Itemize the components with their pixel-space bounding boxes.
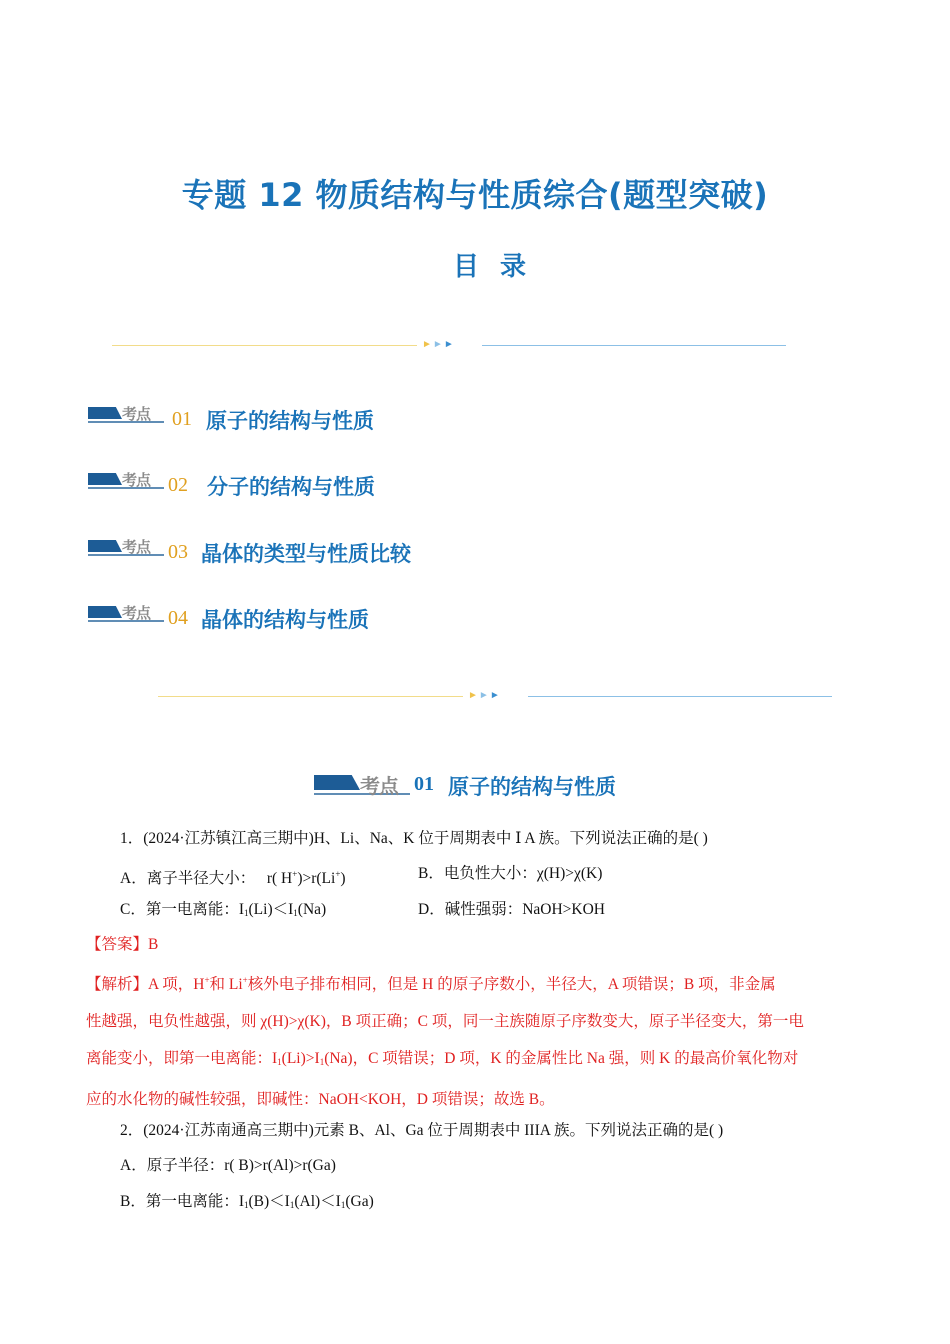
divider-bottom (158, 690, 832, 702)
toc-number: 04 (168, 607, 188, 629)
kaodian-badge-icon: 考点 (88, 537, 164, 561)
q1-answer: 【答案】B (86, 936, 159, 953)
toc-number: 01 (172, 408, 192, 430)
arrows-icon: ►►► (468, 690, 501, 701)
section-heading (314, 768, 714, 802)
q1-analysis: 【解析】A 项，H+和 Li+核外电子排布相同，但是 H 的原子序数小，半径大，A 项错误；B 项，非金属 性越强，电负性越强，则 χ(H)>χ(K)，B 项正确；C 项，同一主族随原子序数变大，原子半径变大，第一电 离能变小，即第一电离能：$I_1(Li)>I_1(Na)$，C 项错误；D 项，K 的金属性比 Na 强，则 K 的最高价氧化物对 应的水化物的碱性较强，即碱性：NaOH<KOH，D 项错误；故选 B。 (86, 975, 804, 1108)
question-2-stem: 2．(2024·江苏南通高三期中)元素 B、Al、Ga 位于周期表中 IIIA 族。下列说法正确的是( ) (120, 1122, 724, 1139)
q1-option-a: A．离子半径大小： r( H+)>r(Li+) (120, 869, 346, 887)
q2-option-b: B．第一电离能：$I_1(B)<I_1(Al)<I_1(Ga)$ (120, 1193, 374, 1210)
kaodian-badge-icon: 考点 (314, 772, 410, 800)
section-number: 01 (414, 773, 434, 795)
q1-option-d: D．碱性强弱：NaOH>KOH (418, 901, 605, 918)
divider-top (112, 339, 786, 351)
toc-item-01[interactable] (88, 404, 428, 434)
toc-number: 02 (168, 474, 188, 496)
q1-option-c: C．第一电离能：$I_1(Li)<I_1(Na)$ (120, 901, 327, 918)
toc-number: 03 (168, 541, 188, 563)
toc-item-03[interactable] (88, 537, 468, 567)
kaodian-badge-icon: 考点 (88, 470, 164, 494)
q1-option-b: B．电负性大小：χ(H)>χ(K) (418, 865, 603, 882)
section-title: 原子的结构与性质 (448, 775, 616, 799)
page-title: 专题 12 物质结构与性质综合(题型突破) (181, 176, 769, 214)
toc-item-02[interactable] (88, 470, 428, 500)
toc-label: 原子的结构与性质 (206, 409, 374, 433)
question-1-stem: 1．(2024·江苏镇江高三期中)H、Li、Na、K 位于周期表中 Ⅰ A 族。下列说法正确的是( ) (120, 830, 708, 847)
q2-option-a: A．原子半径：r( B)>r(Al)>r(Ga) (120, 1157, 336, 1174)
kaodian-badge-icon: 考点 (88, 404, 164, 428)
toc-label: 分子的结构与性质 (207, 475, 375, 499)
toc-heading: 目 录 (452, 252, 533, 282)
kaodian-badge-icon: 考点 (88, 603, 164, 627)
toc-item-04[interactable] (88, 603, 428, 633)
arrows-icon: ►►► (422, 339, 455, 350)
toc-label: 晶体的类型与性质比较 (201, 542, 411, 566)
toc-label: 晶体的结构与性质 (201, 608, 369, 632)
